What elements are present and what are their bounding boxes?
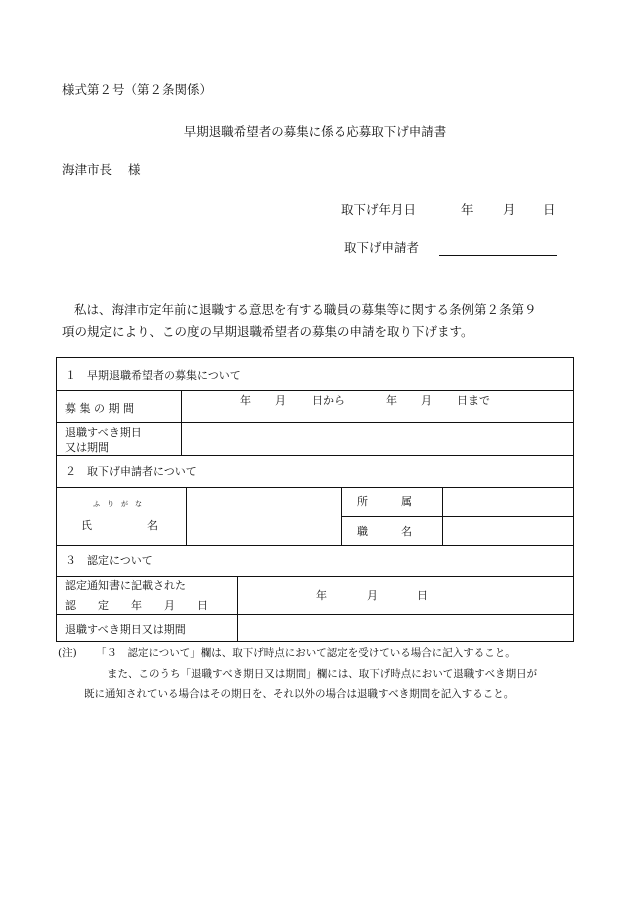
retire-date-label-2: 又は期間 — [65, 441, 109, 454]
retire-date-input[interactable] — [183, 424, 571, 453]
section3-heading: ３ 認定について — [65, 554, 153, 567]
section2-heading: ２ 取下げ申請者について — [65, 465, 197, 478]
declaration-line-1: 私は、海津市定年前に退職する意思を有する職員の募集等に関する条例第２条第９ — [74, 302, 537, 317]
withdraw-date-day: 日 — [543, 202, 556, 217]
withdraw-date-year: 年 — [461, 202, 474, 217]
notice-day: 日 — [417, 589, 428, 602]
addressee-name: 海津市長 — [62, 162, 113, 177]
section1-heading: １ 早期退職希望者の募集について — [65, 369, 241, 382]
withdraw-date-label: 取下げ年月日 — [341, 202, 417, 217]
notes-prefix: (注) — [58, 647, 77, 659]
position-label: 職 名 — [357, 525, 412, 538]
note-line-3: 既に通知されている場合はその期日を、それ以外の場合は退職すべき期間を記入すること。 — [84, 688, 515, 700]
withdraw-date-row — [341, 202, 556, 217]
period-from-day: 日から — [312, 394, 345, 407]
period-to-year: 年 — [386, 394, 397, 407]
period-to-month: 月 — [421, 394, 432, 407]
period-to-day: 日まで — [457, 394, 490, 407]
applicant-label: 取下げ申請者 — [344, 240, 420, 255]
period-from-year: 年 — [240, 394, 251, 407]
notice-date-label-2: 認 定 年 月 日 — [65, 599, 208, 612]
notice-year: 年 — [316, 589, 327, 602]
form-number: 様式第２号（第２条関係） — [62, 82, 213, 97]
retire-date-label-1: 退職すべき期日 — [65, 426, 142, 439]
affiliation-input[interactable] — [444, 489, 571, 515]
notice-month: 月 — [367, 589, 378, 602]
name-input[interactable] — [188, 489, 338, 543]
note-line-1: 「３ 認定について」欄は、取下げ時点において認定を受けている場合に記入すること。 — [96, 647, 516, 659]
recruitment-period-label: 募 集 の 期 間 — [65, 402, 134, 415]
retire-date-label-3: 退職すべき期日又は期間 — [65, 623, 186, 636]
notice-date-label-1: 認定通知書に記載された — [65, 579, 186, 592]
application-table — [56, 357, 574, 642]
withdraw-date-month: 月 — [503, 202, 516, 217]
document-title: 早期退職希望者の募集に係る応募取下げ申請書 — [183, 124, 447, 139]
retire-date-input-2[interactable] — [239, 616, 571, 640]
declaration-line-2: 項の規定により、この度の早期退職希望者の募集の申請を取り下げます。 — [62, 324, 474, 339]
name-label: 氏 名 — [81, 519, 158, 532]
declaration-text — [62, 299, 572, 343]
position-input[interactable] — [444, 518, 571, 544]
addressee — [62, 164, 141, 177]
note-line-2: また、このうち「退職すべき期日又は期間」欄には、取下げ時点において退職すべき期日が — [107, 668, 538, 680]
period-from-month: 月 — [275, 394, 286, 407]
addressee-honorific: 様 — [128, 162, 141, 177]
furigana-label: ふ り が な — [93, 500, 142, 508]
applicant-signature-line[interactable] — [439, 255, 557, 256]
affiliation-label: 所 属 — [357, 495, 412, 508]
